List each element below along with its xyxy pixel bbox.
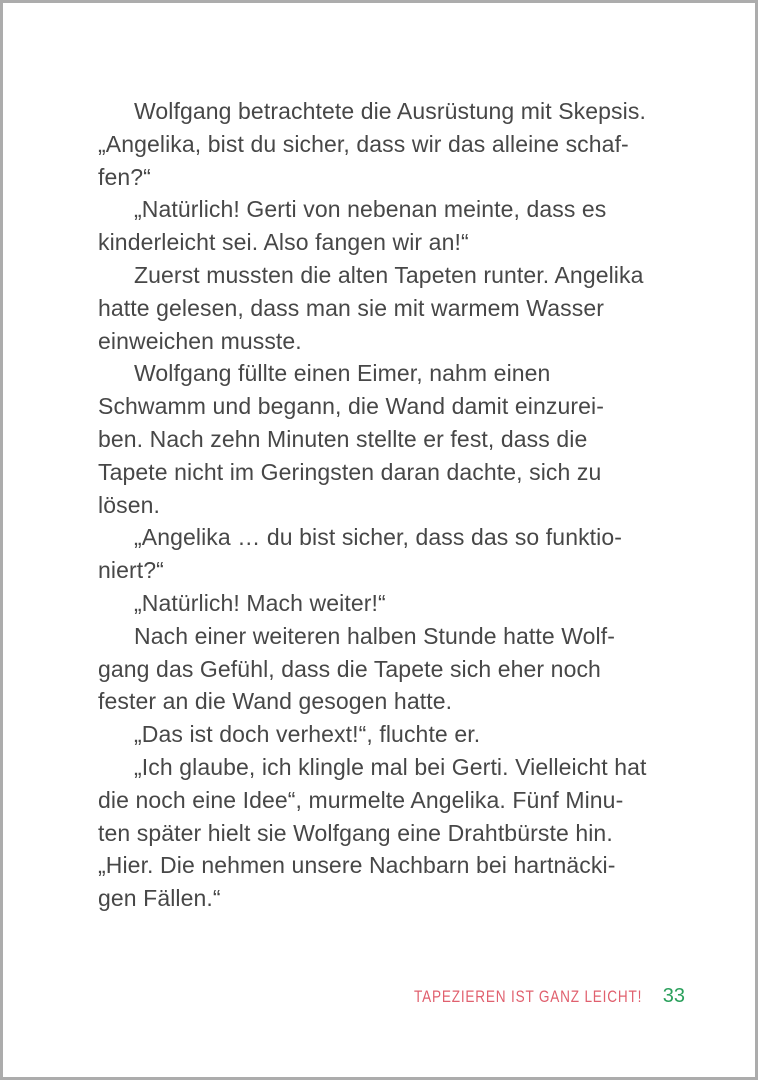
- text-line: Nach einer weiteren halben Stunde hatte Wolf-: [134, 622, 615, 649]
- text-line: gen Fällen.“: [98, 885, 221, 912]
- text-line: Wolfgang füllte einen Eimer, nahm einen: [134, 360, 551, 387]
- text-line: Schwamm und begann, die Wand damit einzurei-: [98, 393, 604, 420]
- paragraph: [98, 357, 683, 521]
- text-line: Tapete nicht im Geringsten daran dachte, sich zu: [98, 458, 602, 485]
- text-line: lösen.: [98, 491, 160, 518]
- text-line: niert?“: [98, 557, 164, 584]
- paragraph: [98, 259, 683, 357]
- text-line: kinderleicht sei. Also fangen wir an!“: [98, 229, 469, 256]
- text-line: ben. Nach zehn Minuten stellte er fest, dass die: [98, 425, 588, 452]
- text-line: hatte gelesen, dass man sie mit warmem Wasser: [98, 294, 604, 321]
- text-line: „Natürlich! Mach weiter!“: [134, 589, 386, 616]
- page-footer: [357, 985, 685, 1008]
- page-number: 33: [662, 985, 685, 1007]
- paragraph: [98, 95, 683, 193]
- text-line: die noch eine Idee“, murmelte Angelika. Fünf Minu-: [98, 786, 624, 813]
- paragraph: [98, 193, 683, 259]
- paragraph: [98, 751, 683, 915]
- text-line: gang das Gefühl, dass die Tapete sich eher noch: [98, 655, 601, 682]
- text-line: einweichen musste.: [98, 327, 302, 354]
- text-line: Wolfgang betrachtete die Ausrüstung mit Skepsis.: [134, 98, 646, 124]
- text-line: „Ich glaube, ich klingle mal bei Gerti. Vielleicht hat: [134, 753, 647, 780]
- text-line: „Das ist doch verhext!“, fluchte er.: [134, 721, 481, 748]
- text-line: „Natürlich! Gerti von nebenan meinte, dass es: [134, 196, 607, 223]
- text-line: „Angelika … du bist sicher, dass das so funktio-: [134, 524, 623, 551]
- paragraph: [98, 521, 683, 587]
- paragraph: [98, 587, 683, 620]
- text-line: ten später hielt sie Wolfgang eine Drahtbürste hin.: [98, 819, 613, 846]
- body-text-block: [98, 95, 683, 915]
- text-line: „Angelika, bist du sicher, dass wir das alleine schaf-: [98, 130, 629, 157]
- text-line: fen?“: [98, 163, 151, 190]
- chapter-title: TAPEZIEREN IST GANZ LEICHT!: [413, 987, 642, 1006]
- text-line: fester an die Wand gesogen hatte.: [98, 688, 453, 715]
- paragraph: [98, 718, 683, 751]
- text-line: „Hier. Die nehmen unsere Nachbarn bei hartnäcki-: [98, 852, 616, 879]
- text-line: Zuerst mussten die alten Tapeten runter. Angelika: [134, 261, 644, 288]
- paragraph: [98, 620, 683, 718]
